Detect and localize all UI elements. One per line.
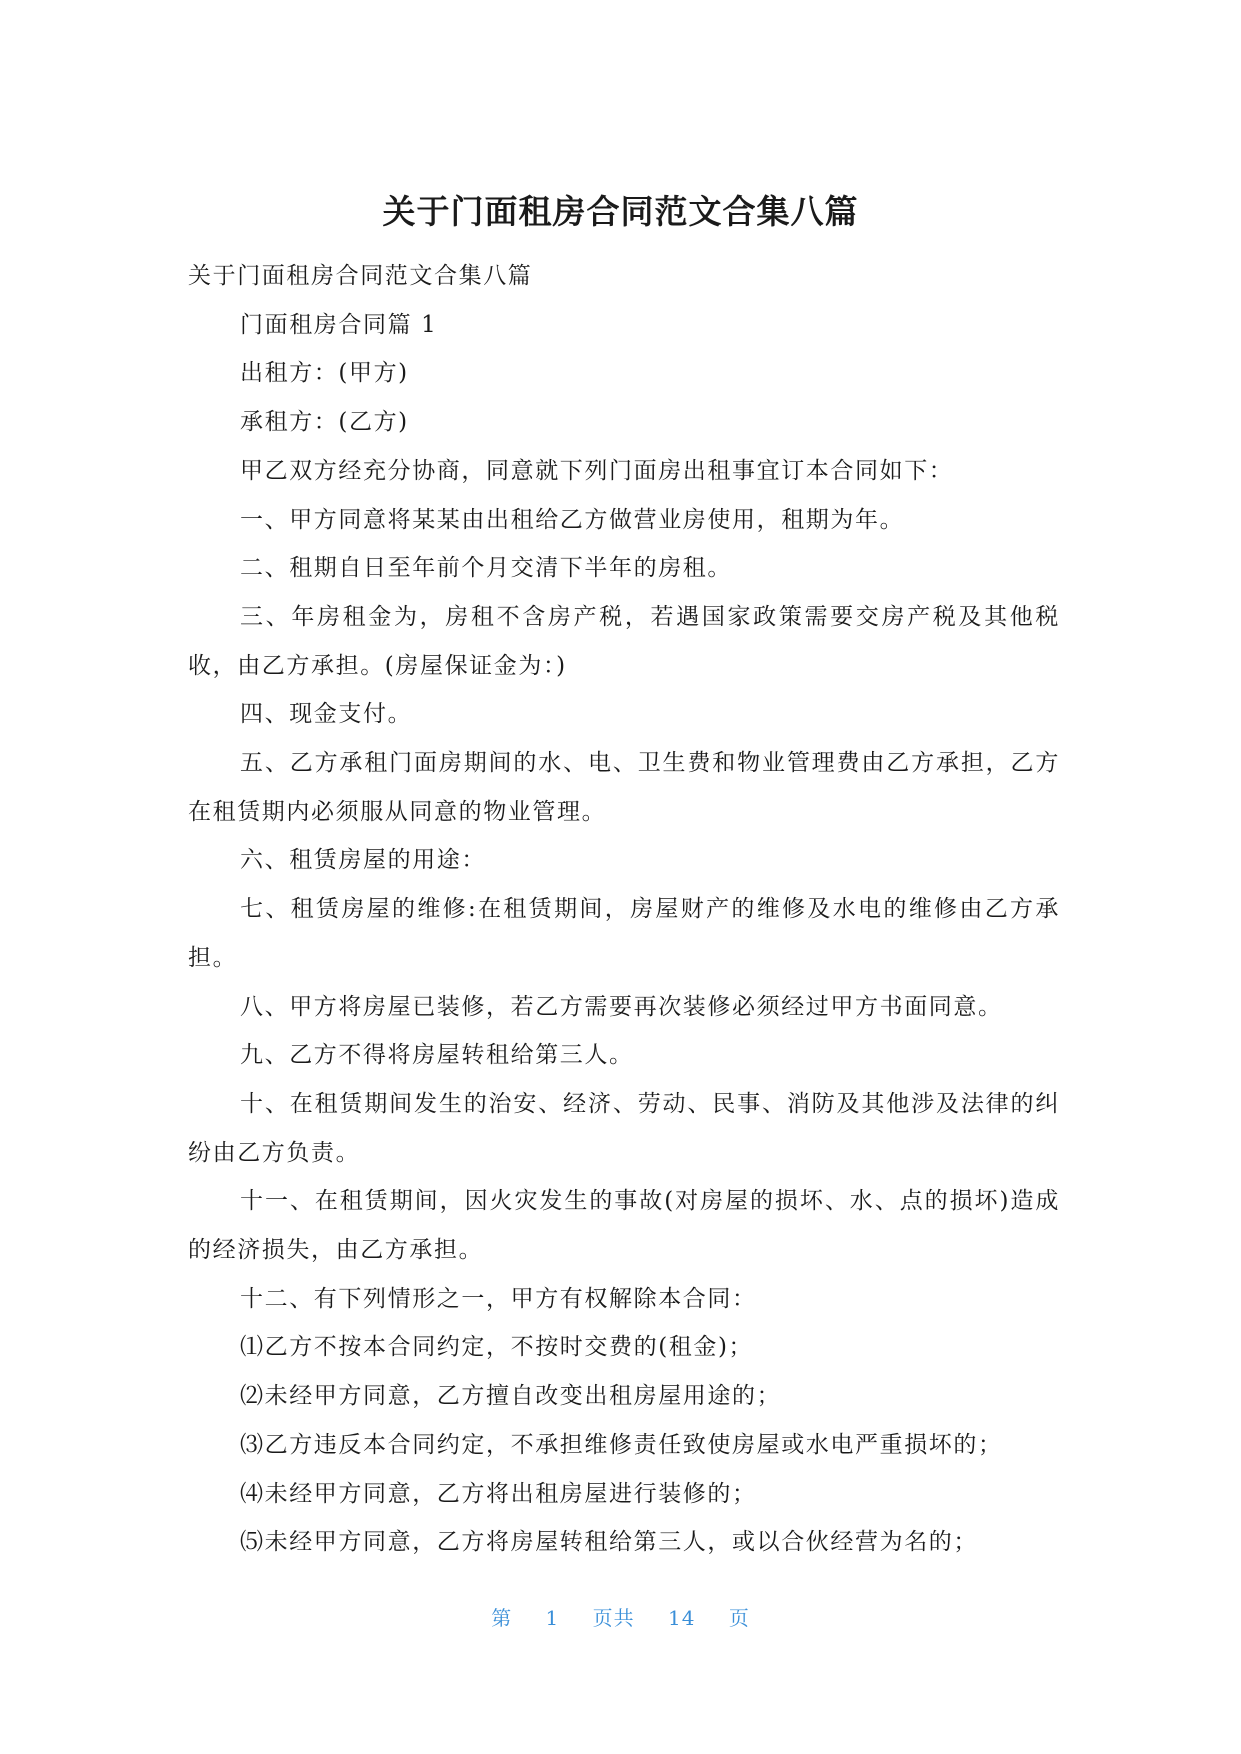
paragraph: 四、现金支付。 bbox=[240, 701, 413, 728]
paragraph: 七、租赁房屋的维修:在租赁期间，房屋财产的维修及水电的维修由乙方承担。 bbox=[188, 896, 1060, 971]
paragraph: 十、在租赁期间发生的治安、经济、劳动、民事、消防及其他涉及法律的纠纷由乙方负责。 bbox=[188, 1090, 1060, 1166]
total-pages-number: 14 bbox=[668, 1606, 696, 1630]
paragraph: 关于门面租房合同范文合集八篇 bbox=[188, 263, 533, 289]
paragraph: 六、租赁房屋的用途： bbox=[240, 847, 486, 874]
paragraph: 五、乙方承租门面房期间的水、电、卫生费和物业管理费由乙方承担，乙方在租赁期内必须服从同意的物业管理。 bbox=[188, 750, 1060, 825]
paragraph: 二、租期自日至年前个月交清下半年的房租。 bbox=[240, 555, 732, 582]
page-label-prefix: 第 bbox=[491, 1606, 513, 1630]
paragraph: 八、甲方将房屋已装修，若乙方需要再次装修必须经过甲方书面同意。 bbox=[240, 993, 1003, 1020]
current-page-number: 1 bbox=[545, 1606, 560, 1630]
paragraph: 九、乙方不得将房屋转租给第三人。 bbox=[240, 1042, 634, 1069]
paragraph: 十一、在租赁期间，因火灾发生的事故(对房屋的损坏、水、点的损坏)造成的经济损失，由乙方承担。 bbox=[188, 1188, 1060, 1264]
document-body bbox=[188, 252, 1060, 1567]
paragraph: 三、年房租金为，房租不含房产税，若遇国家政策需要交房产税及其他税收，由乙方承担。(房屋保证金为：) bbox=[188, 603, 1060, 679]
paragraph: 门面租房合同篇 1 bbox=[240, 311, 438, 338]
paragraph: ⑸未经甲方同意，乙方将房屋转租给第三人，或以合伙经营为名的； bbox=[240, 1529, 978, 1556]
paragraph: 十二、有下列情形之一，甲方有权解除本合同： bbox=[240, 1285, 757, 1312]
paragraph: ⑵未经甲方同意，乙方擅自改变出租房屋用途的； bbox=[240, 1383, 782, 1410]
paragraph: 甲乙双方经充分协商，同意就下列门面房出租事宜订本合同如下： bbox=[240, 457, 954, 484]
document-title: 关于门面租房合同范文合集八篇 bbox=[382, 192, 859, 231]
page-label-suffix: 页 bbox=[728, 1606, 750, 1630]
page-label-middle: 页共 bbox=[592, 1606, 635, 1630]
paragraph: ⑶乙方违反本合同约定，不承担维修责任致使房屋或水电严重损坏的； bbox=[240, 1431, 1003, 1458]
paragraph: ⑷未经甲方同意，乙方将出租房屋进行装修的； bbox=[240, 1480, 757, 1507]
paragraph: ⑴乙方不按本合同约定，不按时交费的(租金)； bbox=[240, 1334, 754, 1361]
paragraph: 出租方：(甲方) bbox=[240, 360, 409, 387]
paragraph: 一、甲方同意将某某由出租给乙方做营业房使用，租期为年。 bbox=[240, 506, 905, 533]
paragraph: 承租方：(乙方) bbox=[240, 409, 409, 436]
page-number-footer bbox=[0, 1602, 1241, 1631]
